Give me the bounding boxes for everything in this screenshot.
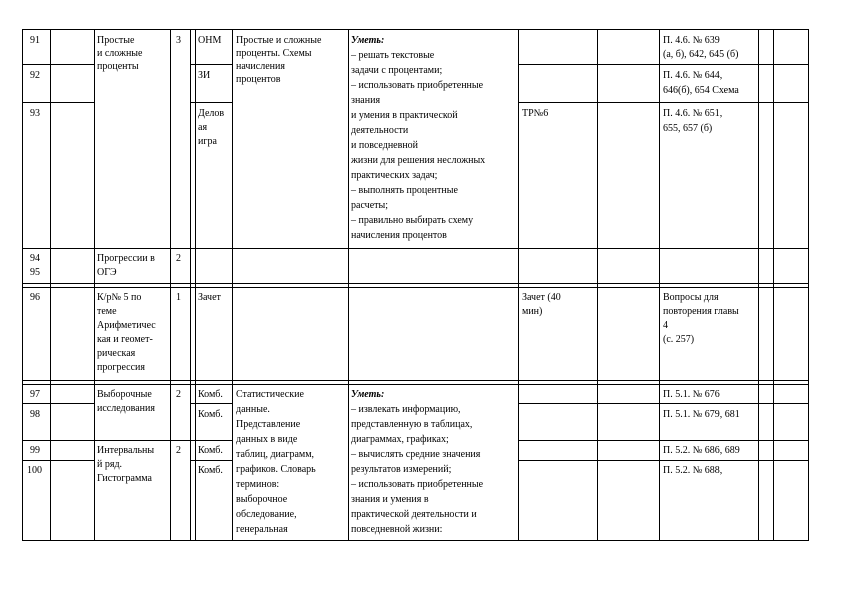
content-line: графиков. Словарь xyxy=(236,464,316,475)
hours-cell: 2 xyxy=(176,445,181,456)
lesson-type: Комб. xyxy=(198,409,223,420)
column-divider xyxy=(232,29,233,541)
lesson-number: 99 xyxy=(30,445,40,456)
column-divider xyxy=(597,29,598,541)
row-divider xyxy=(22,460,94,461)
lesson-number: 95 xyxy=(30,267,40,278)
table-border-bottom xyxy=(22,540,809,541)
content-line: проценты. Схемы xyxy=(236,48,312,59)
content-line: Представление xyxy=(236,419,301,430)
row-divider xyxy=(518,102,809,103)
skills-line: и умения в практической xyxy=(351,110,458,121)
topic-line: теме xyxy=(97,306,117,317)
control-cell: ТР№6 xyxy=(522,108,549,119)
table-border-top xyxy=(22,29,809,30)
hours-cell: 3 xyxy=(176,35,181,46)
lesson-number: 92 xyxy=(30,70,40,81)
row-divider xyxy=(22,64,94,65)
lesson-number: 98 xyxy=(30,409,40,420)
skills-line: повседневной жизни: xyxy=(351,524,443,535)
content-line: Простые и сложные xyxy=(236,35,322,46)
row-divider xyxy=(170,440,190,441)
skills-line: – правильно выбирать схему xyxy=(351,215,474,226)
row-divider xyxy=(518,460,809,461)
skills-line: – извлекать информацию, xyxy=(351,404,461,415)
row-divider xyxy=(190,403,232,404)
content-line: генеральная xyxy=(236,524,288,535)
content-line: терминов: xyxy=(236,479,280,490)
topic-line: Гистограмма xyxy=(97,473,152,484)
row-divider xyxy=(22,403,94,404)
hours-cell: 2 xyxy=(176,253,181,264)
topic-line: и сложные xyxy=(97,48,143,59)
skills-line: – использовать приобретенные xyxy=(351,80,484,91)
homework-line: П. 5.1. № 679, 681 xyxy=(663,409,740,420)
lesson-type: ЗИ xyxy=(198,70,211,81)
row-divider xyxy=(518,64,809,65)
row-divider xyxy=(190,440,232,441)
lesson-number: 91 xyxy=(30,35,40,46)
topic-line: Арифметичес xyxy=(97,320,156,331)
content-line: выборочное xyxy=(236,494,288,505)
column-divider xyxy=(659,29,660,541)
topic-line: прогрессия xyxy=(97,362,145,373)
lesson-number: 100 xyxy=(27,465,42,476)
row-divider xyxy=(22,440,94,441)
skills-line: – вычислять средние значения xyxy=(351,449,481,460)
homework-line: Вопросы для xyxy=(663,292,719,303)
homework-line: (с. 257) xyxy=(663,334,695,345)
column-divider xyxy=(22,29,23,541)
skills-line: представленную в таблицах, xyxy=(351,419,473,430)
topic-line: Простые xyxy=(97,35,135,46)
topic-line: Интервальны xyxy=(97,445,155,456)
row-divider xyxy=(22,287,809,288)
lesson-number: 96 xyxy=(30,292,40,303)
column-divider xyxy=(758,29,759,541)
column-divider xyxy=(808,29,809,541)
skills-heading: Уметь: xyxy=(351,389,385,400)
column-divider xyxy=(50,29,51,541)
row-divider xyxy=(190,102,232,103)
row-divider xyxy=(22,248,809,249)
skills-line: расчеты; xyxy=(351,200,389,211)
skills-line: жизни для решения несложных xyxy=(351,155,486,166)
skills-line: практических задач; xyxy=(351,170,438,181)
homework-line: 655, 657 (б) xyxy=(663,123,713,134)
skills-line: результатов измерений; xyxy=(351,464,452,475)
lesson-type: Комб. xyxy=(198,445,223,456)
lesson-type-line: ая xyxy=(198,122,208,133)
lesson-number: 97 xyxy=(30,389,40,400)
lesson-number: 94 xyxy=(30,253,40,264)
lesson-number: 93 xyxy=(30,108,40,119)
column-divider xyxy=(348,29,349,541)
content-line: начисления xyxy=(236,61,285,72)
lesson-type-line: игра xyxy=(198,136,217,147)
homework-line: П. 4.6. № 639 xyxy=(663,35,720,46)
row-divider xyxy=(22,384,809,385)
skills-line: деятельности xyxy=(351,125,409,136)
content-line: данных в виде xyxy=(236,434,298,445)
column-divider xyxy=(94,29,95,541)
content-line: обследование, xyxy=(236,509,297,520)
column-divider xyxy=(518,29,519,541)
column-divider xyxy=(195,29,196,541)
topic-line: рическая xyxy=(97,348,136,359)
hours-cell: 2 xyxy=(176,389,181,400)
skills-line: задачи с процентами; xyxy=(351,65,443,76)
topic-line: Прогрессии в xyxy=(97,253,155,264)
skills-line: практической деятельности и xyxy=(351,509,477,520)
skills-line: – решать текстовые xyxy=(351,50,435,61)
row-divider xyxy=(190,460,232,461)
row-divider xyxy=(22,283,809,284)
row-divider xyxy=(518,440,809,441)
row-divider xyxy=(190,64,232,65)
homework-line: 646(б), 654 Схема xyxy=(663,85,739,96)
skills-line: и повседневной xyxy=(351,140,419,151)
homework-line: П. 4.6. № 644, xyxy=(663,70,723,81)
topic-line: К/р№ 5 по xyxy=(97,292,142,303)
lesson-type: Комб. xyxy=(198,465,223,476)
content-line: данные. xyxy=(236,404,270,415)
skills-line: диаграммах, графиках; xyxy=(351,434,449,445)
content-line: процентов xyxy=(236,74,281,85)
homework-line: 4 xyxy=(663,320,668,331)
homework-line: П. 5.2. № 688, xyxy=(663,465,723,476)
control-line: Зачет (40 xyxy=(522,292,561,303)
skills-line: – использовать приобретенные xyxy=(351,479,484,490)
skills-line: знания и умения в xyxy=(351,494,429,505)
skills-line: – выполнять процентные xyxy=(351,185,458,196)
homework-line: (а, б), 642, 645 (б) xyxy=(663,49,739,60)
skills-line: знания xyxy=(351,95,381,106)
lesson-type: Комб. xyxy=(198,389,223,400)
topic-line: кая и геомет- xyxy=(97,334,153,345)
content-line: Статистические xyxy=(236,389,304,400)
topic-line: ОГЭ xyxy=(97,267,117,278)
lesson-type: ОНМ xyxy=(198,35,222,46)
homework-line: П. 4.6. № 651, xyxy=(663,108,723,119)
column-divider xyxy=(190,29,191,541)
topic-line: проценты xyxy=(97,61,139,72)
homework-line: П. 5.1. № 676 xyxy=(663,389,720,400)
homework-line: П. 5.2. № 686, 689 xyxy=(663,445,740,456)
content-line: таблиц, диаграмм, xyxy=(236,449,315,460)
lesson-type-line: Делов xyxy=(198,108,225,119)
homework-line: повторения главы xyxy=(663,306,739,317)
topic-line: Выборочные xyxy=(97,389,152,400)
column-divider xyxy=(170,29,171,541)
control-line: мин) xyxy=(522,306,543,317)
row-divider xyxy=(22,380,809,381)
hours-cell: 1 xyxy=(176,292,181,303)
skills-line: начисления процентов xyxy=(351,230,447,241)
skills-heading: Уметь: xyxy=(351,35,385,46)
row-divider xyxy=(518,403,809,404)
topic-line: й ряд. xyxy=(97,459,123,470)
column-divider xyxy=(773,29,774,541)
lesson-type: Зачет xyxy=(198,292,221,303)
row-divider xyxy=(22,102,94,103)
topic-line: исследования xyxy=(97,403,155,414)
